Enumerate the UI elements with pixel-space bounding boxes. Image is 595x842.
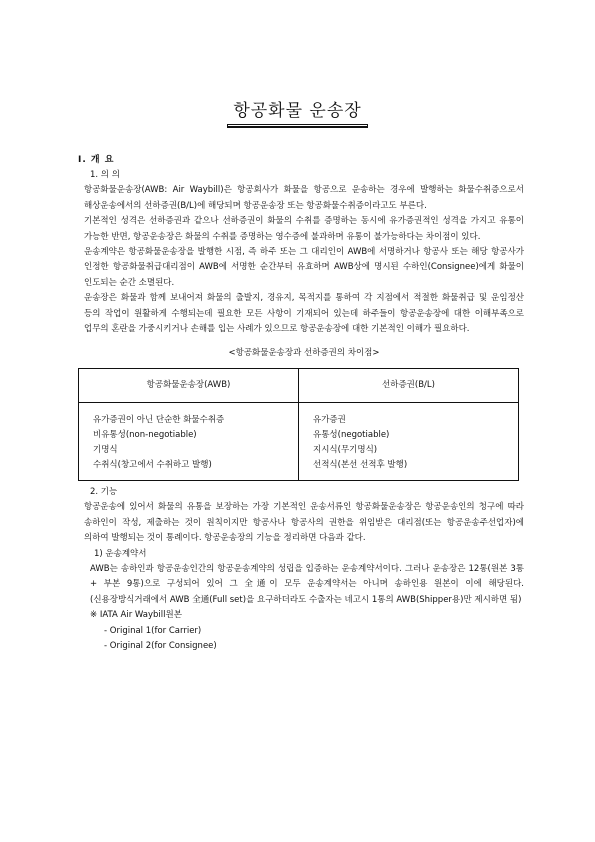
comparison-table — [78, 368, 519, 481]
table-caption: <항공화물운송장과 선하증권의 차이점> — [228, 348, 380, 359]
table-cell-text: 기명식 — [93, 444, 118, 455]
paragraph-character: 기본적인 성격은 선하증권과 같으나 선하증권이 화물의 수취를 증명하는 동시에 유가증권적인 성격을 가지고 유통이 가능한 반면, 항공운송장은 화물의 수취를 증명하는 영수증에 불과하며 유통이 불가능하다는 차이점이 있다. — [84, 216, 524, 242]
paragraph-definition: 항공화물운송장(AWB: Air Waybill)은 항공회사가 화물을 항공으로 운송하는 경우에 발행하는 화물수취증으로서 해상운송에서의 선하증권(B/L)에 해당되며 항공운송장 또는 항공화물수취증이라고도 부른다. — [84, 185, 524, 211]
table-header-bl: 선하증권(B/L) — [299, 368, 519, 402]
table-cell-text: 비유통성(non-negotiable) — [93, 429, 197, 440]
paragraph-contract: 운송계약은 항공화물운송장을 발행한 시점, 즉 하주 또는 그 대리인이 AWB에 서명하거나 항공사 또는 해당 항공사가 인정한 항공화물취급대리점이 AWB에 서명한 순간부터 유효하며 AWB상에 명시된 수하인(Consignee)에게 화물이 인도되는 순간 소멸된다. — [84, 247, 524, 288]
paragraph-contract-document: AWB는 송하인과 항공운송인간의 항공운송계약의 성립을 입증하는 운송계약서이다. 그러나 운송장은 12통(원본 3통 + 부본 9통)으로 구성되어 있어 그 全通이 모두 운송계약서는 아니며 송하인용 원본이 이에 해당된다.(신용장방식거래에서 AWB 全通(Full set)을 요구하더라도 수출자는 네고시 1통의 AWB(Shipper용)만 제시하면 됨) — [90, 563, 524, 605]
table-cell-text: 유가증권 — [313, 414, 346, 425]
note-heading: ※ IATA Air Waybill원본 — [90, 610, 182, 621]
paragraph-function: 항공운송에 있어서 화물의 유통을 보장하는 가장 기본적인 운송서류인 항공화물운송장은 항공운송인의 청구에 따라 송하인이 작성, 제출하는 것이 원칙이지만 항공사나 항공사의 권한을 위임받은 대리점(또는 항공운송주선업자)에 의하여 발행되는 것이 통례이다. 항공운송장의 기능을 정리하면 다음과 같다. — [84, 502, 524, 544]
subsection-heading-function: 2. 기능 — [90, 486, 118, 497]
item-heading-contract: 1) 운송계약서 — [94, 548, 147, 559]
table-cell-text: 수취식(창고에서 수취하고 발행) — [93, 459, 212, 470]
table-cell-awb — [79, 402, 299, 480]
table-row — [79, 402, 519, 480]
table-cell-text: 지시식(무기명식) — [313, 444, 378, 455]
table-cell-text: 선적식(본선 선적후 발행) — [313, 459, 408, 470]
subsection-heading-meaning: 1. 의 의 — [90, 170, 120, 180]
document-title-container — [0, 98, 595, 125]
table-header-awb: 항공화물운송장(AWB) — [79, 368, 299, 402]
note-item: - Original 2(for Consignee) — [104, 640, 217, 651]
note-item: - Original 1(for Carrier) — [104, 625, 202, 636]
table-header-row — [79, 368, 519, 402]
section-heading-overview: Ⅰ. 개 요 — [78, 155, 115, 165]
table-cell-text: 유가증권이 아닌 단순한 화물수취증 — [93, 414, 225, 425]
table-cell-bl — [299, 402, 519, 480]
paragraph-handling: 운송장은 화물과 함께 보내어져 화물의 출발지, 경유지, 목적지를 통하여 각 지점에서 적절한 화물취급 및 운임정산 등의 작업이 원활하게 수행되는데 필요한 모든 사항이 기재되어 있는데 하주들이 항공운송장에 대한 이해부족으로 업무의 혼란을 가중시키거나 손해를 입는 사례가 있으므로 항공운송장에 대한 기본적인 이해가 필요하다. — [84, 293, 524, 335]
document-body — [84, 153, 524, 654]
table-cell-text: 유통성(negotiable) — [313, 429, 390, 440]
document-title: 항공화물 운송장 — [227, 98, 367, 125]
